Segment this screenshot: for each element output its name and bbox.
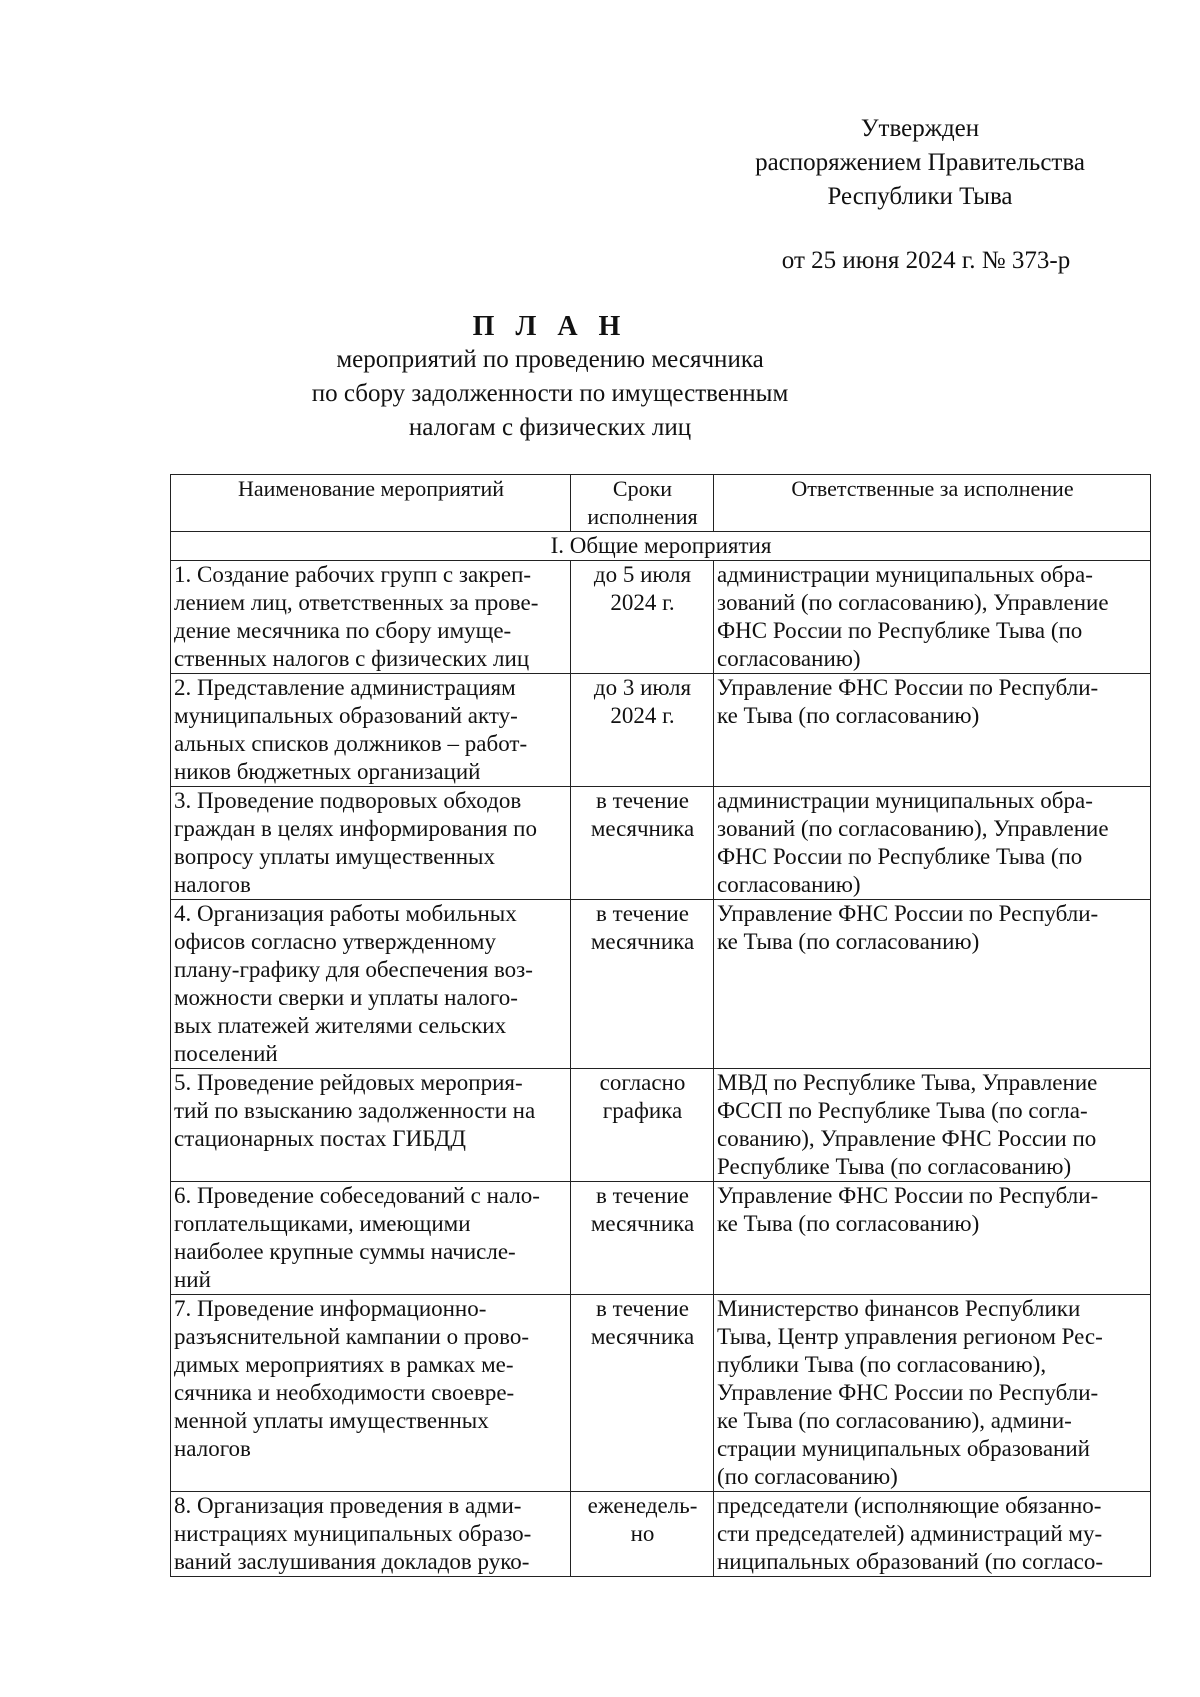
responsible-line: зований (по согласованию), Управление — [717, 590, 1109, 615]
deadline-line: месячника — [590, 1324, 695, 1349]
measure-name-line: альных списков должников – работ- — [174, 731, 528, 756]
responsible-line: Тыва, Центр управления регионом Рес- — [717, 1324, 1103, 1349]
measure-name-line: разъяснительной кампании о прово- — [174, 1324, 529, 1349]
table-row — [171, 1069, 1151, 1182]
measure-name-line: наиболее крупные суммы начисле- — [174, 1239, 516, 1264]
deadline-line: месячника — [590, 816, 695, 841]
measure-name-cell — [171, 787, 571, 900]
measure-name-line: 2. Представление администрациям — [174, 675, 516, 700]
table-row — [171, 1492, 1151, 1577]
deadline-line: до 3 июля — [593, 675, 692, 700]
responsible-line: Управление ФНС России по Республи- — [717, 1183, 1099, 1208]
approval-line-1: Утвержден — [860, 115, 980, 142]
measure-name-cell — [171, 900, 571, 1069]
responsible-line: ФНС России по Республике Тыва (по — [717, 844, 1083, 869]
responsible-line: публики Тыва (по согласованию), — [717, 1352, 1047, 1377]
deadline-cell — [571, 1492, 714, 1577]
measure-name-line: сячника и необходимости своевре- — [174, 1380, 515, 1405]
plan-table — [170, 474, 1151, 1577]
responsible-cell — [714, 561, 1151, 674]
deadline-line: но — [630, 1521, 655, 1546]
responsible-line: ке Тыва (по согласованию) — [717, 703, 980, 728]
measure-name-line: плану-графику для обеспечения воз- — [174, 957, 533, 982]
deadline-line: в течение — [596, 1296, 689, 1321]
approval-block — [700, 112, 1140, 278]
deadline-cell — [571, 1069, 714, 1182]
measure-name-cell — [171, 1295, 571, 1492]
responsible-cell — [714, 900, 1151, 1069]
deadline-cell — [571, 674, 714, 787]
measure-name-line: вых платежей жителями сельских — [174, 1013, 507, 1038]
measure-name-line: налогов — [174, 1436, 251, 1461]
measure-name-line: офисов согласно утвержденному — [174, 929, 496, 954]
measure-name-line: можности сверки и уплаты налого- — [174, 985, 518, 1010]
measure-name-line: 1. Создание рабочих групп с закреп- — [174, 562, 532, 587]
deadline-cell — [571, 561, 714, 674]
measure-name-line: лением лиц, ответственных за прове- — [174, 590, 539, 615]
measure-name-cell — [171, 674, 571, 787]
table-row — [171, 787, 1151, 900]
measure-name-line: 8. Организация проведения в адми- — [174, 1493, 522, 1518]
deadline-line: в течение — [596, 901, 689, 926]
measure-name-line: 4. Организация работы мобильных — [174, 901, 517, 926]
approval-line-3: Республики Тыва — [827, 183, 1013, 210]
deadline-cell — [571, 1182, 714, 1295]
responsible-line: администрации муниципальных обра- — [717, 788, 1093, 813]
responsible-line: страции муниципальных образований — [717, 1436, 1090, 1461]
table-row — [171, 900, 1151, 1069]
measure-name-cell — [171, 1182, 571, 1295]
responsible-line: зований (по согласованию), Управление — [717, 816, 1109, 841]
measure-name-line: ваний заслушивания докладов руко- — [174, 1549, 530, 1574]
responsible-line: ФНС России по Республике Тыва (по — [717, 618, 1083, 643]
header-deadline — [571, 475, 714, 532]
header-deadline-line-1: Сроки — [612, 476, 673, 501]
document-title: П Л А Н — [472, 311, 628, 342]
measure-name-line: гоплательщиками, имеющими — [174, 1211, 471, 1236]
measure-name-line: вопросу уплаты имущественных — [174, 844, 496, 869]
measure-name-line: граждан в целях информирования по — [174, 816, 537, 841]
table-row — [171, 1295, 1151, 1492]
responsible-line: председатели (исполняющие обязанно- — [717, 1493, 1102, 1518]
responsible-line: сованию), Управление ФНС России по — [717, 1126, 1097, 1151]
section-row — [171, 532, 1151, 561]
measure-name-line: 3. Проведение подворовых обходов — [174, 788, 522, 813]
document-subtitle — [250, 343, 850, 445]
subtitle-line-2: по сбору задолженности по имущественным — [311, 380, 789, 407]
header-name: Наименование мероприятий — [171, 475, 571, 532]
subtitle-line-3: налогам с физических лиц — [408, 414, 692, 441]
deadline-cell — [571, 787, 714, 900]
responsible-line: ке Тыва (по согласованию), админи- — [717, 1408, 1072, 1433]
measure-name-line: налогов — [174, 872, 251, 897]
responsible-line: ке Тыва (по согласованию) — [717, 929, 980, 954]
measure-name-cell — [171, 561, 571, 674]
measure-name-line: стационарных постах ГИБДД — [174, 1126, 466, 1151]
responsible-line: сти председателей) администраций му- — [717, 1521, 1103, 1546]
measure-name-line: ников бюджетных организаций — [174, 759, 481, 784]
responsible-cell — [714, 787, 1151, 900]
deadline-line: месячника — [590, 1211, 695, 1236]
measure-name-line: 5. Проведение рейдовых мероприя- — [174, 1070, 523, 1095]
responsible-cell — [714, 1492, 1151, 1577]
deadline-line: в течение — [596, 788, 689, 813]
measure-name-line: 7. Проведение информационно- — [174, 1296, 487, 1321]
deadline-line: до 5 июля — [593, 562, 692, 587]
responsible-line: согласованию) — [717, 872, 861, 897]
table-row — [171, 561, 1151, 674]
responsible-cell — [714, 1069, 1151, 1182]
responsible-line: Управление ФНС России по Республи- — [717, 675, 1099, 700]
measure-name-line: поселений — [174, 1041, 278, 1066]
responsible-line: МВД по Республике Тыва, Управление — [717, 1070, 1098, 1095]
measure-name-line: нистрациях муниципальных образо- — [174, 1521, 532, 1546]
deadline-line: месячника — [590, 929, 695, 954]
table-row — [171, 674, 1151, 787]
table-header-row — [171, 475, 1151, 532]
measure-name-cell — [171, 1492, 571, 1577]
deadline-line: согласно — [599, 1070, 686, 1095]
measure-name-line: ний — [174, 1267, 211, 1292]
header-deadline-line-2: исполнения — [587, 504, 698, 529]
deadline-line: в течение — [596, 1183, 689, 1208]
deadline-line: еженедель- — [587, 1493, 698, 1518]
responsible-line: администрации муниципальных обра- — [717, 562, 1093, 587]
measure-name-cell — [171, 1069, 571, 1182]
responsible-line: Министерство финансов Республики — [717, 1296, 1081, 1321]
responsible-line: ке Тыва (по согласованию) — [717, 1211, 980, 1236]
deadline-line: 2024 г. — [610, 590, 675, 615]
deadline-line: графика — [602, 1098, 683, 1123]
measure-name-line: 6. Проведение собеседований с нало- — [174, 1183, 540, 1208]
measure-name-line: ственных налогов с физических лиц — [174, 646, 530, 671]
responsible-cell — [714, 674, 1151, 787]
deadline-cell — [571, 900, 714, 1069]
responsible-cell — [714, 1295, 1151, 1492]
responsible-line: Управление ФНС России по Республи- — [717, 1380, 1099, 1405]
responsible-line: (по согласованию) — [717, 1464, 898, 1489]
measure-name-line: тий по взысканию задолженности на — [174, 1098, 536, 1123]
responsible-line: согласованию) — [717, 646, 861, 671]
responsible-line: ФССП по Республике Тыва (по согла- — [717, 1098, 1088, 1123]
approval-line-2: распоряжением Правительства — [755, 149, 1085, 176]
subtitle-line-1: мероприятий по проведению месячника — [336, 346, 764, 373]
responsible-line: ниципальных образований (по согласо- — [717, 1549, 1103, 1574]
measure-name-line: дение месячника по сбору имуще- — [174, 618, 512, 643]
header-responsible: Ответственные за исполнение — [714, 475, 1151, 532]
responsible-line: Республике Тыва (по согласованию) — [717, 1154, 1072, 1179]
measure-name-line: менной уплаты имущественных — [174, 1408, 489, 1433]
approval-date: от 25 июня 2024 г. № 373-р — [781, 247, 1071, 274]
measure-name-line: димых мероприятиях в рамках ме- — [174, 1352, 514, 1377]
table-row — [171, 1182, 1151, 1295]
deadline-line: 2024 г. — [610, 703, 675, 728]
responsible-line: Управление ФНС России по Республи- — [717, 901, 1099, 926]
measure-name-line: муниципальных образований акту- — [174, 703, 518, 728]
section-title: I. Общие мероприятия — [171, 532, 1151, 561]
deadline-cell — [571, 1295, 714, 1492]
responsible-cell — [714, 1182, 1151, 1295]
